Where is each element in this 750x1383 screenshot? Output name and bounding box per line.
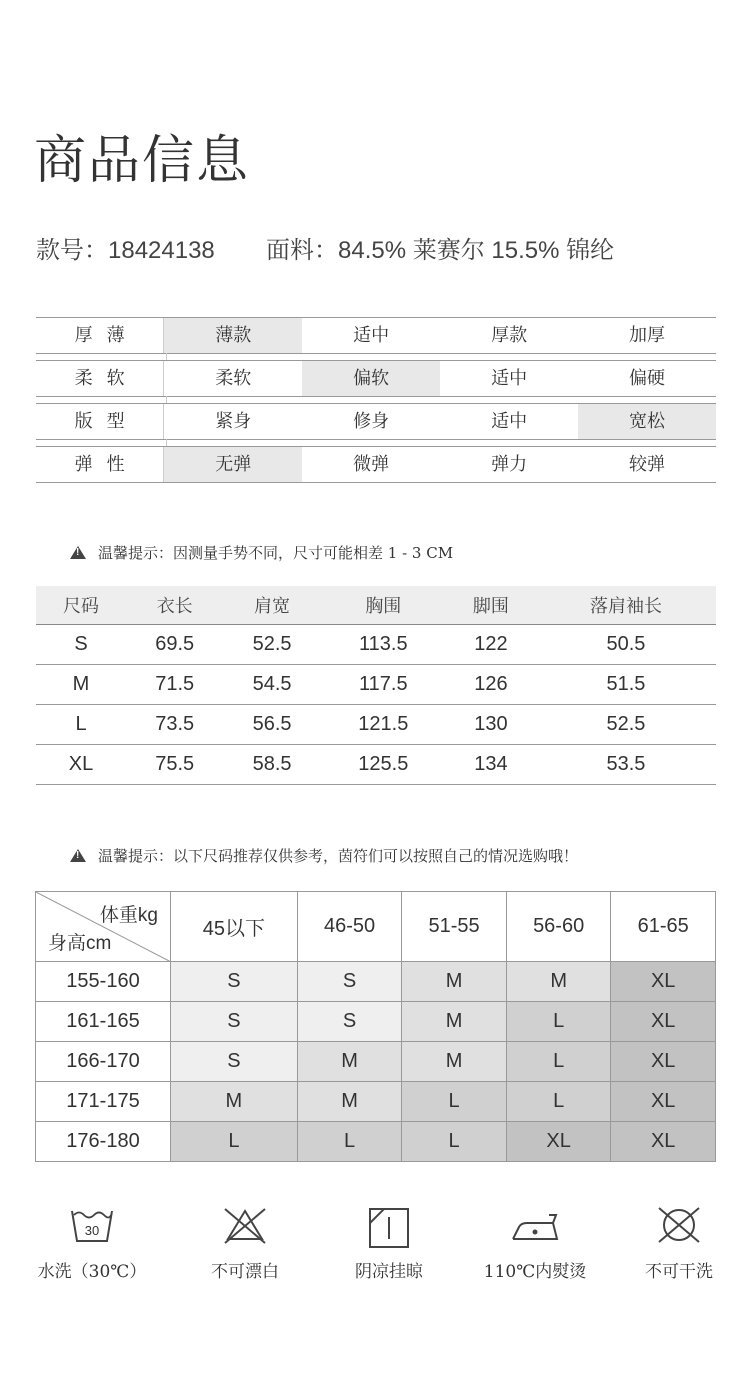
line-dry-shade-icon (366, 1205, 412, 1251)
warning-icon (70, 849, 86, 862)
care-label: 110℃内熨烫 (483, 1262, 587, 1282)
size-cell: L (171, 1122, 298, 1162)
care-label: 水洗（30℃） (37, 1262, 147, 1282)
size-recommend-table (35, 891, 716, 1162)
care-item-no-dry-clean (609, 1205, 749, 1282)
table-row (36, 664, 716, 704)
size-cell: L (297, 1122, 402, 1162)
attribute-option: 偏硬 (629, 368, 666, 388)
size-cell: XL (506, 1122, 611, 1162)
header-cell: 胸围 (321, 586, 446, 624)
weight-header: 45以下 (171, 892, 298, 962)
size-cell: L (402, 1082, 507, 1122)
attribute-option-selected: 宽松 (578, 404, 716, 439)
size-cell: S (171, 1042, 298, 1082)
attribute-label: 弹性 (36, 447, 164, 482)
table-cell: 52.5 (536, 704, 716, 744)
header-cell: 脚围 (446, 586, 536, 624)
table-cell: 113.5 (321, 624, 446, 664)
table-cell: 52.5 (223, 624, 320, 664)
size-cell: XL (611, 1082, 716, 1122)
weight-header: 61-65 (611, 892, 716, 962)
size-cell: S (171, 962, 298, 1002)
size-cell: XL (611, 1122, 716, 1162)
care-item-no-bleach (175, 1205, 315, 1282)
table-cell: 58.5 (223, 744, 320, 784)
size-cell: XL (611, 1042, 716, 1082)
table-cell: 71.5 (126, 664, 223, 704)
no-bleach-icon (222, 1205, 268, 1245)
table-cell: 130 (446, 704, 536, 744)
attribute-row-fit (36, 403, 716, 440)
table-cell: 73.5 (126, 704, 223, 744)
measurement-tip-text: 温馨提示：因测量手势不同，尺寸可能相差 1 - 3 CM (98, 544, 454, 562)
size-table-header (36, 586, 716, 624)
attribute-option: 适中 (491, 368, 528, 388)
care-item-iron (465, 1205, 605, 1282)
attribute-option: 柔软 (215, 368, 252, 388)
height-cell: 166-170 (36, 1042, 171, 1082)
weight-header: 56-60 (506, 892, 611, 962)
attribute-label: 柔软 (36, 361, 164, 396)
style-number: 款号：18424138 (36, 237, 215, 264)
height-cell: 171-175 (36, 1082, 171, 1122)
size-cell: M (402, 1042, 507, 1082)
table-row (36, 624, 716, 664)
attribute-option: 弹力 (491, 454, 528, 474)
size-cell: M (297, 1042, 402, 1082)
size-cell: L (506, 1002, 611, 1042)
attribute-option: 微弹 (353, 454, 390, 474)
attribute-label: 版型 (36, 404, 164, 439)
care-item-wash (22, 1205, 162, 1282)
table-row (36, 744, 716, 784)
measurement-tip (70, 542, 453, 563)
table-cell: 121.5 (321, 704, 446, 744)
height-axis-label: 身高cm (48, 933, 112, 954)
page-title: 商品信息 (34, 131, 251, 191)
header-cell: 落肩袖长 (536, 586, 716, 624)
header-cell: 衣长 (126, 586, 223, 624)
attribute-row-elasticity (36, 446, 716, 483)
size-cell: L (506, 1042, 611, 1082)
wash-temp: 30 (84, 1223, 100, 1238)
table-row (36, 962, 716, 1002)
height-cell: 176-180 (36, 1122, 171, 1162)
size-cell: M (402, 1002, 507, 1042)
attribute-option: 紧身 (215, 411, 252, 431)
iron-110-icon (509, 1205, 561, 1245)
table-row (36, 1002, 716, 1042)
care-item-shade-dry (319, 1205, 459, 1282)
table-row (36, 1082, 716, 1122)
care-label: 阴凉挂晾 (355, 1262, 423, 1282)
care-label: 不可干洗 (645, 1262, 713, 1282)
attribute-row-softness (36, 360, 716, 397)
size-cell: XL (611, 962, 716, 1002)
size-cell: M (171, 1082, 298, 1122)
attribute-option-selected: 偏软 (302, 361, 440, 396)
table-cell: XL (36, 744, 126, 784)
table-cell: M (36, 664, 126, 704)
size-cell: M (297, 1082, 402, 1122)
header-cell: 肩宽 (223, 586, 320, 624)
table-cell: 122 (446, 624, 536, 664)
table-cell: 56.5 (223, 704, 320, 744)
recommend-tip-text: 温馨提示：以下尺码推荐仅供参考，茵符们可以按照自己的情况选购哦！ (98, 847, 579, 865)
weight-header: 51-55 (402, 892, 507, 962)
weight-axis-label: 体重kg (99, 905, 158, 926)
attribute-option: 较弹 (629, 454, 666, 474)
attribute-option: 厚款 (491, 325, 528, 345)
attribute-option-selected: 薄款 (164, 318, 302, 353)
recommend-tip (70, 845, 578, 866)
wash-30-icon (69, 1205, 115, 1245)
no-dry-clean-icon (656, 1205, 702, 1245)
attribute-label: 厚薄 (36, 318, 164, 353)
table-row (36, 704, 716, 744)
attribute-row-thickness (36, 317, 716, 354)
corner-cell (36, 892, 171, 962)
size-cell: L (402, 1122, 507, 1162)
table-cell: 117.5 (321, 664, 446, 704)
size-cell: M (402, 962, 507, 1002)
table-cell: 50.5 (536, 624, 716, 664)
table-cell: S (36, 624, 126, 664)
table-cell: L (36, 704, 126, 744)
weight-header: 46-50 (297, 892, 402, 962)
size-cell: M (506, 962, 611, 1002)
size-cell: XL (611, 1002, 716, 1042)
table-cell: 54.5 (223, 664, 320, 704)
attribute-table (36, 317, 716, 483)
fabric-composition: 面料：84.5% 莱赛尔 15.5% 锦纶 (266, 237, 615, 264)
table-cell: 69.5 (126, 624, 223, 664)
attribute-option: 修身 (353, 411, 390, 431)
attribute-option-selected: 无弹 (164, 447, 302, 482)
size-cell: S (297, 962, 402, 1002)
table-cell: 134 (446, 744, 536, 784)
table-cell: 75.5 (126, 744, 223, 784)
attribute-option: 适中 (353, 325, 390, 345)
size-cell: S (297, 1002, 402, 1042)
size-cell: S (171, 1002, 298, 1042)
recommend-header-row (36, 892, 716, 962)
table-cell: 51.5 (536, 664, 716, 704)
table-cell: 125.5 (321, 744, 446, 784)
table-row (36, 1042, 716, 1082)
size-cell: L (506, 1082, 611, 1122)
height-cell: 161-165 (36, 1002, 171, 1042)
header-cell: 尺码 (36, 586, 126, 624)
table-cell: 126 (446, 664, 536, 704)
size-table (36, 586, 716, 785)
height-cell: 155-160 (36, 962, 171, 1002)
warning-icon (70, 546, 86, 559)
table-cell: 53.5 (536, 744, 716, 784)
attribute-option: 加厚 (629, 325, 666, 345)
care-label: 不可漂白 (211, 1262, 279, 1282)
attribute-option: 适中 (491, 411, 528, 431)
table-row (36, 1122, 716, 1162)
